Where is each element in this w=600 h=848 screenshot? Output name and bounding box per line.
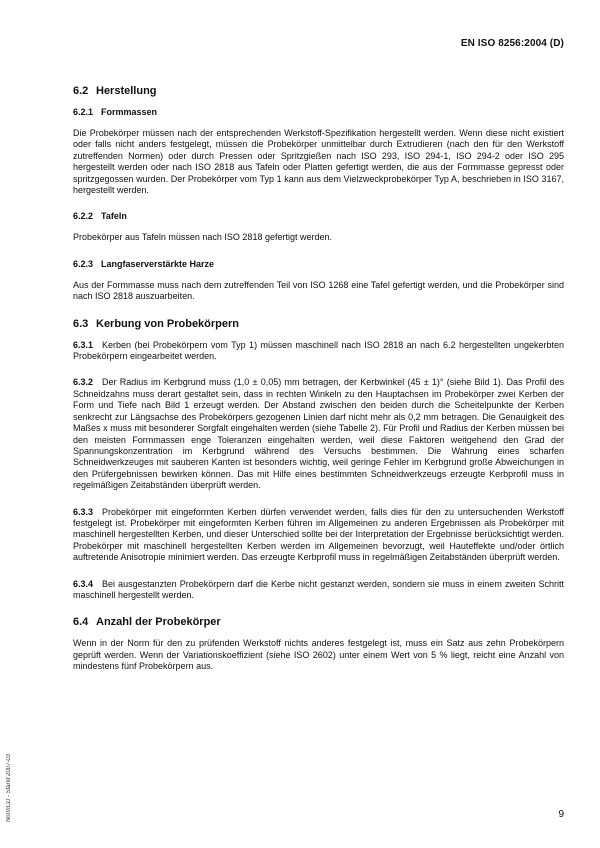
paragraph-text: Probekörper mit eingeformten Kerben dürfen verwendet werden, falls dies für den zu untersuchenden Werkstoff festgelegt ist. Probekörper mit eingeformten Kerben führen im Allgemeinen zu anderen Ergebnissen als Probekörper mit maschinell hergestellten Kerben, und dieser Unterschied sollte bei der Interpretation der Ergebnisse berücksichtigt werden. Probekörper mit maschinell hergestellten Kerben werden im Allgemeinen bevorzugt, weil Hauteffekte und/oder örtlich auftretende Anisotropie minimiert werden. Das erzeugte Kerbprofil muss in regelmäßigen Zeitabständen überprüft werden. [73, 506, 564, 563]
subsection-title: Formmassen [101, 107, 158, 117]
paragraph-number: 6.3.3 [73, 506, 94, 517]
paragraph-6-2-1: Die Probekörper müssen nach der entsprechenden Werkstoff-Spezifikation hergestellt werden. Wenn diese nicht existiert oder falls nicht anders festgelegt, müssen die Probekörper unmittelbar durch Extrudieren (nach den für den Werkstoff zutreffenden Normen) oder durch Pressen oder Spritzgießen nach ISO 293, ISO 294-1, ISO 294-2 oder ISO 295 hergestellt werden oder nach ISO 2818 aus Tafeln oder Platten gefertigt werden, die aus der Formmasse gepresst oder spritzgegossen wurden. Der Probekörper vom Typ 1 kann aus dem Vielzweckprobekörper Typ A, beschrieben in ISO 3167, hergestellt werden. [73, 128, 564, 196]
section-heading-6-3 [73, 318, 564, 330]
subsection-heading-6-2-1 [73, 107, 564, 117]
subsection-number: 6.2.1 [73, 107, 94, 117]
subsection-number: 6.2.2 [73, 211, 94, 222]
paragraph-text: Der Radius im Kerbgrund muss (1,0 ± 0,05) mm betragen, der Kerbwinkel (45 ± 1)° (siehe Bild 1). Das Profil des Schneidzahns muss derart gestaltet sein, dass in rechten Winkeln zu den Hauptachsen im Probekörper zwei Kerben der Form und Tiefe nach Bild 1 erzeugt werden. Der Abstand zwischen den beiden durch die Scheitelpunkte der Kerben senkrecht zur Längsachse des Probekörpers gezogenen Linien darf nicht mehr als 0,2 mm betragen. Die Genauigkeit des Maßes x muss mit besonderer Sorgfalt eingehalten werden (siehe Tabelle 2). Für Profil und Radius der Kerben müssen bei den meisten Formmassen enge Toleranzen eingehalten werden, weil diese Faktoren weitgehend den Grad der Spannungskonzentration im Kerbgrund während des Versuchs bestimmen. Die Wahrung eines scharfen Schneidwerkzeuges mit sauberen Kanten ist besonders wichtig, weil geringe Fehler im Kerbgrund große Abweichungen in den Prüfergebnissen bewirken können. Das mit Hilfe eines bestimmten Schneidwerkzeugs erzeugte Kerbprofil muss in regelmäßigen Zeitabständen überprüft werden. [73, 377, 564, 491]
section-title: Anzahl der Probekörper [96, 616, 221, 629]
paragraph-6-2-2: Probekörper aus Tafeln müssen nach ISO 2818 gefertigt werden. [73, 232, 332, 243]
paragraph-6-3-1 [73, 340, 564, 363]
page-number: 9 [558, 809, 564, 820]
section-number: 6.3 [73, 317, 89, 330]
side-watermark-note: NormCD - Stand 2007-03 [6, 753, 12, 822]
paragraph-text: Bei ausgestanzten Probekörpern darf die Kerbe nicht gestanzt werden, sondern sie muss in einem zweiten Schritt maschinell hergestellt werden. [73, 578, 564, 600]
document-identifier: EN ISO 8256:2004 (D) [460, 38, 564, 49]
paragraph-6-4: Wenn in der Norm für den zu prüfenden Werkstoff nichts anderes festgelegt ist, muss ein Satz aus zehn Probekörpern geprüft werden. Wenn der Variationskoeffizient (siehe ISO 2602) unter einem Wert von 5 % liegt, reicht eine Anzahl von mindestens fünf Probekörpern aus. [73, 638, 564, 672]
subsection-title: Tafeln [101, 211, 127, 222]
section-heading-6-4 [73, 616, 564, 628]
subsection-heading-6-2-2 [73, 211, 564, 221]
subsection-number: 6.2.3 [73, 258, 94, 269]
section-number: 6.2 [73, 85, 89, 97]
paragraph-6-2-3: Aus der Formmasse muss nach dem zutreffenden Teil von ISO 1268 eine Tafel gefertigt werden, und die Probekörper sind nach ISO 2818 auszuarbeiten. [73, 279, 564, 302]
paragraph-6-3-2 [73, 377, 564, 491]
paragraph-number: 6.3.4 [73, 578, 94, 589]
paragraph-number: 6.3.2 [73, 377, 94, 388]
section-number: 6.4 [73, 616, 89, 629]
subsection-title: Langfaserverstärkte Harze [101, 258, 215, 269]
paragraph-text: Kerben (bei Probekörpern vom Typ 1) müssen maschinell nach ISO 2818 an nach 6.2 hergestellten ungekerbten Probekörpern eingearbeitet werden. [73, 339, 564, 362]
section-title: Kerbung von Probekörpern [96, 317, 240, 330]
paragraph-number: 6.3.1 [73, 339, 94, 350]
section-title: Herstellung [96, 85, 157, 97]
paragraph-6-3-4 [73, 579, 564, 602]
subsection-heading-6-2-3 [73, 259, 564, 269]
section-heading-6-2 [73, 85, 564, 97]
page-content [73, 85, 564, 688]
paragraph-6-3-3 [73, 507, 564, 564]
